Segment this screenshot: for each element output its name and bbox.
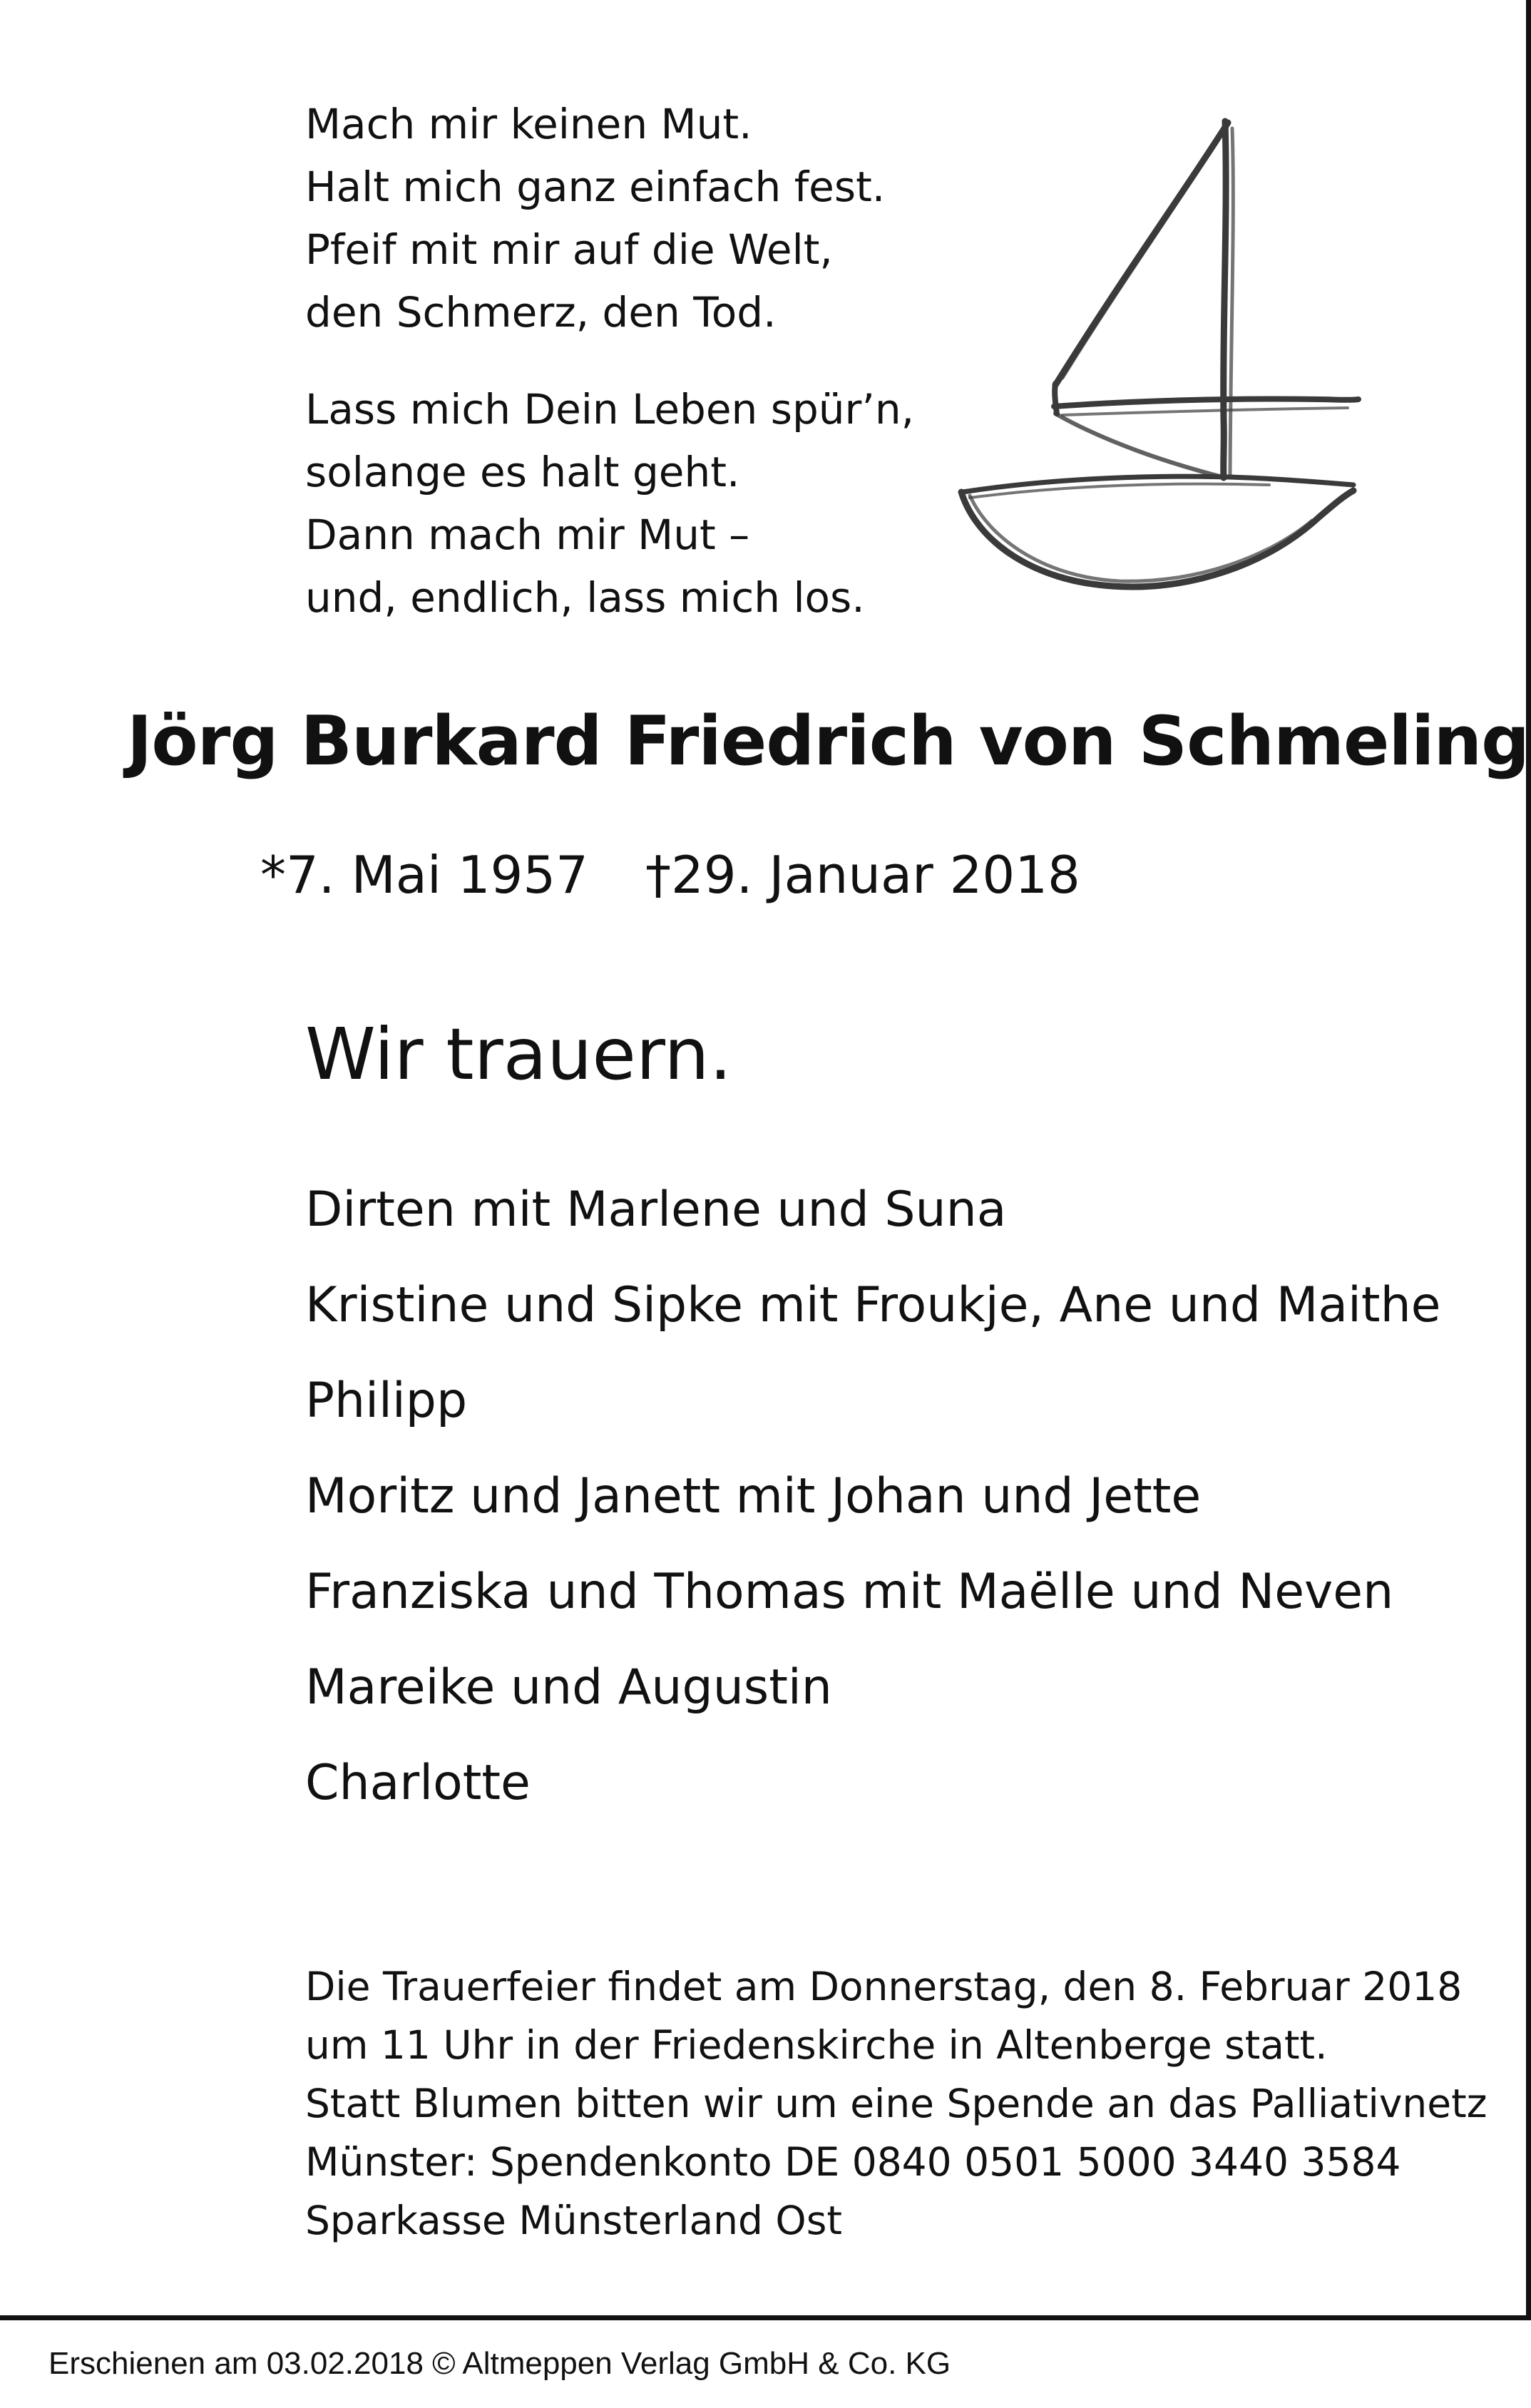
poem-line: Dann mach mir Mut – bbox=[305, 511, 750, 559]
family-member: Kristine und Sipke mit Froukje, Ane und Maithe bbox=[305, 1277, 1441, 1333]
poem-line: Halt mich ganz einfach fest. bbox=[305, 163, 886, 211]
poem-line: und, endlich, lass mich los. bbox=[305, 573, 865, 622]
family-member: Moritz und Janett mit Johan und Jette bbox=[305, 1468, 1202, 1525]
family-member: Philipp bbox=[305, 1373, 468, 1429]
family-member: Mareike und Augustin bbox=[305, 1659, 832, 1716]
sailboat-drawing-icon bbox=[948, 107, 1391, 606]
life-dates bbox=[260, 845, 1080, 905]
poem bbox=[305, 93, 947, 629]
poem-line: Lass mich Dein Leben spür’n, bbox=[305, 385, 915, 434]
poem-line: solange es halt geht. bbox=[305, 448, 740, 496]
notice-line: Die Trauerfeier findet am Donnerstag, den 8. Februar 2018 bbox=[305, 1964, 1463, 2009]
family-member: Dirten mit Marlene und Suna bbox=[305, 1182, 1007, 1238]
family-member: Franziska und Thomas mit Maëlle und Neven bbox=[305, 1564, 1394, 1620]
notice-line: Münster: Spendenkonto DE 0840 0501 5000 3440 3584 bbox=[305, 2139, 1401, 2185]
birth-date: *7. Mai 1957 bbox=[260, 845, 588, 905]
poem-line: Mach mir keinen Mut. bbox=[305, 100, 752, 148]
poem-line: Pfeif mit mir auf die Welt, bbox=[305, 225, 833, 274]
family-list bbox=[305, 1162, 1441, 1831]
notice-line: Sparkasse Münsterland Ost bbox=[305, 2198, 842, 2243]
publication-footer: Erschienen am 03.02.2018 © Altmeppen Verlag GmbH & Co. KG bbox=[48, 2346, 951, 2381]
mourning-heading: Wir trauern. bbox=[305, 1013, 732, 1096]
poem-stanza-1 bbox=[305, 93, 947, 344]
poem-line: den Schmerz, den Tod. bbox=[305, 288, 777, 337]
death-date: †29. Januar 2018 bbox=[645, 845, 1080, 905]
notice-line: um 11 Uhr in der Friedenskirche in Altenberge statt. bbox=[305, 2022, 1328, 2068]
poem-stanza-2 bbox=[305, 378, 947, 629]
deceased-name: Jörg Burkard Friedrich von Schmeling bbox=[127, 702, 1530, 781]
family-member: Charlotte bbox=[305, 1755, 531, 1811]
funeral-notice bbox=[305, 1957, 1488, 2250]
notice-line: Statt Blumen bitten wir um eine Spende an das Palliativnetz bbox=[305, 2081, 1488, 2126]
